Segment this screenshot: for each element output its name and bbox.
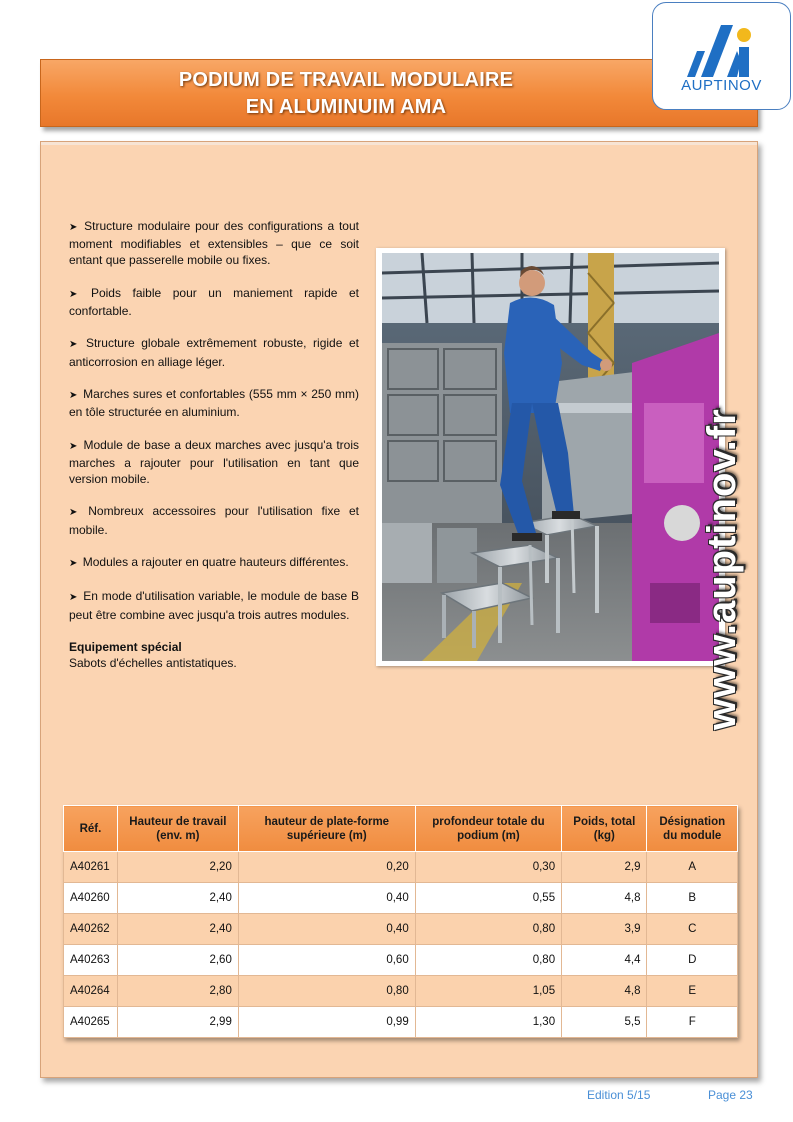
column-header-ref: Réf.: [64, 806, 118, 852]
arrow-bullet-icon: ➤: [69, 557, 78, 569]
feature-text: Poids faible pour un maniement rapide et confortable.: [69, 285, 359, 318]
cell-platform-height: 0,80: [238, 976, 415, 1007]
feature-bullet: [69, 588, 359, 622]
feature-bullet: [69, 503, 359, 537]
cell-ref: A40264: [64, 976, 118, 1007]
title-line-1: PODIUM DE TRAVAIL MODULAIRE: [178, 69, 514, 91]
table-row: [64, 852, 738, 883]
website-text: www.auptinov.fr: [700, 408, 744, 730]
cell-platform-height: 0,20: [238, 852, 415, 883]
arrow-bullet-icon: ➤: [69, 389, 78, 401]
feature-text: En mode d'utilisation variable, le module de base B peut être combine avec jusqu'a trois autres modules.: [69, 589, 359, 622]
table-row: [64, 914, 738, 945]
table-row: [64, 976, 738, 1007]
panel-top-highlight: [41, 142, 757, 145]
specifications-table: [63, 805, 738, 1038]
table-row: [64, 883, 738, 914]
feature-text: Module de base a deux marches avec jusqu'a trois marches a rajouter pour l'utilisation en tant que version mobile.: [69, 437, 359, 486]
column-header-weight: Poids, total (kg): [562, 806, 647, 852]
product-photo: [376, 248, 725, 666]
cell-total-depth: 0,80: [415, 914, 561, 945]
arrow-bullet-icon: ➤: [69, 288, 78, 300]
cell-weight: 2,9: [562, 852, 647, 883]
cell-ref: A40263: [64, 945, 118, 976]
feature-bullet: [69, 386, 359, 420]
footer-page-number: Page 23: [708, 1088, 753, 1102]
auptinov-logo-icon: [683, 21, 761, 79]
cell-platform-height: 0,99: [238, 1007, 415, 1038]
column-header-module: Désignation du module: [647, 806, 738, 852]
cell-weight: 4,8: [562, 976, 647, 1007]
cell-platform-height: 0,40: [238, 883, 415, 914]
cell-total-depth: 0,55: [415, 883, 561, 914]
cell-ref: A40265: [64, 1007, 118, 1038]
worker-on-aluminium-podium-photo: [382, 253, 719, 661]
description-column: [69, 218, 359, 671]
feature-bullet: [69, 437, 359, 488]
column-header-platform-height: hauteur de plate-forme supérieure (m): [238, 806, 415, 852]
cell-module: A: [647, 852, 738, 883]
cell-ref: A40261: [64, 852, 118, 883]
logo-text: AUPTINOV: [681, 77, 762, 94]
feature-bullet: [69, 285, 359, 319]
page-header-bar: [40, 59, 758, 127]
cell-module: D: [647, 945, 738, 976]
cell-total-depth: 0,30: [415, 852, 561, 883]
cell-working-height: 2,80: [117, 976, 238, 1007]
cell-ref: A40262: [64, 914, 118, 945]
feature-bullet: [69, 218, 359, 269]
feature-text: Structure modulaire pour des configurations a tout moment modifiables et extensibles – que ce soit entant que passerelle mobile ou fixes.: [69, 219, 359, 268]
feature-bullet: [69, 554, 359, 572]
arrow-bullet-icon: ➤: [69, 339, 78, 351]
page-title: [41, 67, 651, 121]
cell-platform-height: 0,40: [238, 914, 415, 945]
cell-weight: 5,5: [562, 1007, 647, 1038]
cell-total-depth: 1,05: [415, 976, 561, 1007]
footer-edition: Edition 5/15: [587, 1088, 651, 1102]
column-header-total-depth: profondeur totale du podium (m): [415, 806, 561, 852]
feature-text: Modules a rajouter en quatre hauteurs différentes.: [82, 554, 349, 569]
cell-working-height: 2,60: [117, 945, 238, 976]
feature-text: Structure globale extrêmement robuste, rigide et anticorrosion en alliage léger.: [69, 336, 359, 369]
cell-ref: A40260: [64, 883, 118, 914]
cell-weight: 4,4: [562, 945, 647, 976]
cell-module: F: [647, 1007, 738, 1038]
table-row: [64, 945, 738, 976]
cell-working-height: 2,20: [117, 852, 238, 883]
arrow-bullet-icon: ➤: [69, 507, 78, 519]
feature-bullet: [69, 335, 359, 369]
feature-text: Nombreux accessoires pour l'utilisation fixe et mobile.: [69, 504, 359, 537]
special-equipment-title: Equipement spécial: [69, 639, 182, 654]
special-equipment-text: Sabots d'échelles antistatiques.: [69, 656, 237, 671]
arrow-bullet-icon: ➤: [69, 222, 78, 233]
cell-weight: 3,9: [562, 914, 647, 945]
company-logo: [652, 2, 791, 110]
table-row: [64, 1007, 738, 1038]
cell-total-depth: 1,30: [415, 1007, 561, 1038]
title-line-2: EN ALUMINUIM AMA: [245, 96, 447, 118]
table-header-row: [64, 806, 738, 852]
cell-weight: 4,8: [562, 883, 647, 914]
cell-working-height: 2,99: [117, 1007, 238, 1038]
cell-module: C: [647, 914, 738, 945]
cell-working-height: 2,40: [117, 883, 238, 914]
cell-module: E: [647, 976, 738, 1007]
cell-total-depth: 0,80: [415, 945, 561, 976]
cell-working-height: 2,40: [117, 914, 238, 945]
cell-platform-height: 0,60: [238, 945, 415, 976]
cell-module: B: [647, 883, 738, 914]
feature-text: Marches sures et confortables (555 mm × 250 mm) en tôle structurée en aluminium.: [69, 386, 359, 420]
arrow-bullet-icon: ➤: [69, 592, 78, 604]
arrow-bullet-icon: ➤: [69, 440, 78, 452]
column-header-working-height: Hauteur de travail (env. m): [117, 806, 238, 852]
